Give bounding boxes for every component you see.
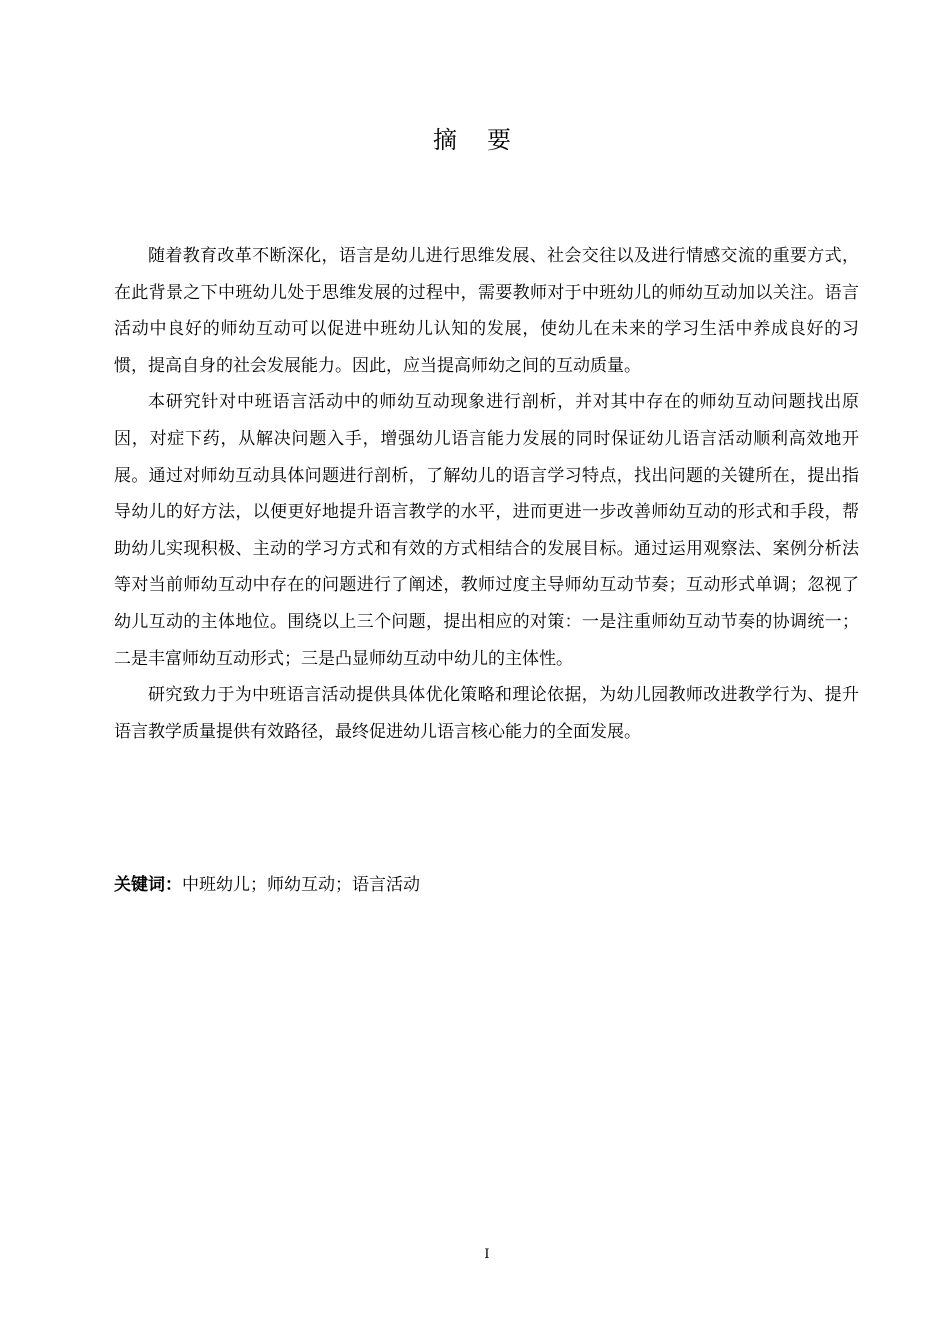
abstract-paragraph-1: 随着教育改革不断深化，语言是幼儿进行思维发展、社会交往以及进行情感交流的重要方式，在此背景之下中班幼儿处于思维发展的过程中，需要教师对于中班幼儿的师幼互动加以关注。语言活动中良好的师幼互动可以促进中班幼儿认知的发展，使幼儿在未来的学习生活中养成良好的习惯，提高自身的社会发展能力。因此，应当提高师幼之间的互动质量。 bbox=[114, 246, 859, 376]
abstract-body bbox=[114, 238, 859, 750]
keywords-line bbox=[114, 870, 859, 900]
keywords-label: 关键词： bbox=[114, 875, 182, 895]
abstract-paragraph-3: 研究致力于为中班语言活动提供具体优化策略和理论依据，为幼儿园教师改进教学行为、提升语言教学质量提供有效路径，最终促进幼儿语言核心能力的全面发展。 bbox=[114, 685, 859, 742]
abstract-paragraph-2: 本研究针对中班语言活动中的师幼互动现象进行剖析，并对其中存在的师幼互动问题找出原因，对症下药，从解决问题入手，增强幼儿语言能力发展的同时保证幼儿语言活动顺利高效地开展。通过对师幼互动具体问题进行剖析，了解幼儿的语言学习特点，找出问题的关键所在，提出指导幼儿的好方法，以便更好地提升语言教学的水平，进而更进一步改善师幼互动的形式和手段，帮助幼儿实现积极、主动的学习方式和有效的方式相结合的发展目标。通过运用观察法、案例分析法等对当前师幼互动中存在的问题进行了阐述，教师过度主导师幼互动节奏；互动形式单调；忽视了幼儿互动的主体地位。围绕以上三个问题，提出相应的对策：一是注重师幼互动节奏的协调统一；二是丰富师幼互动形式；三是凸显师幼互动中幼儿的主体性。 bbox=[114, 392, 859, 669]
keywords-value: 中班幼儿；师幼互动；语言活动 bbox=[182, 875, 420, 895]
page-number: I bbox=[484, 1247, 490, 1262]
page-title: 摘要 bbox=[433, 126, 541, 154]
